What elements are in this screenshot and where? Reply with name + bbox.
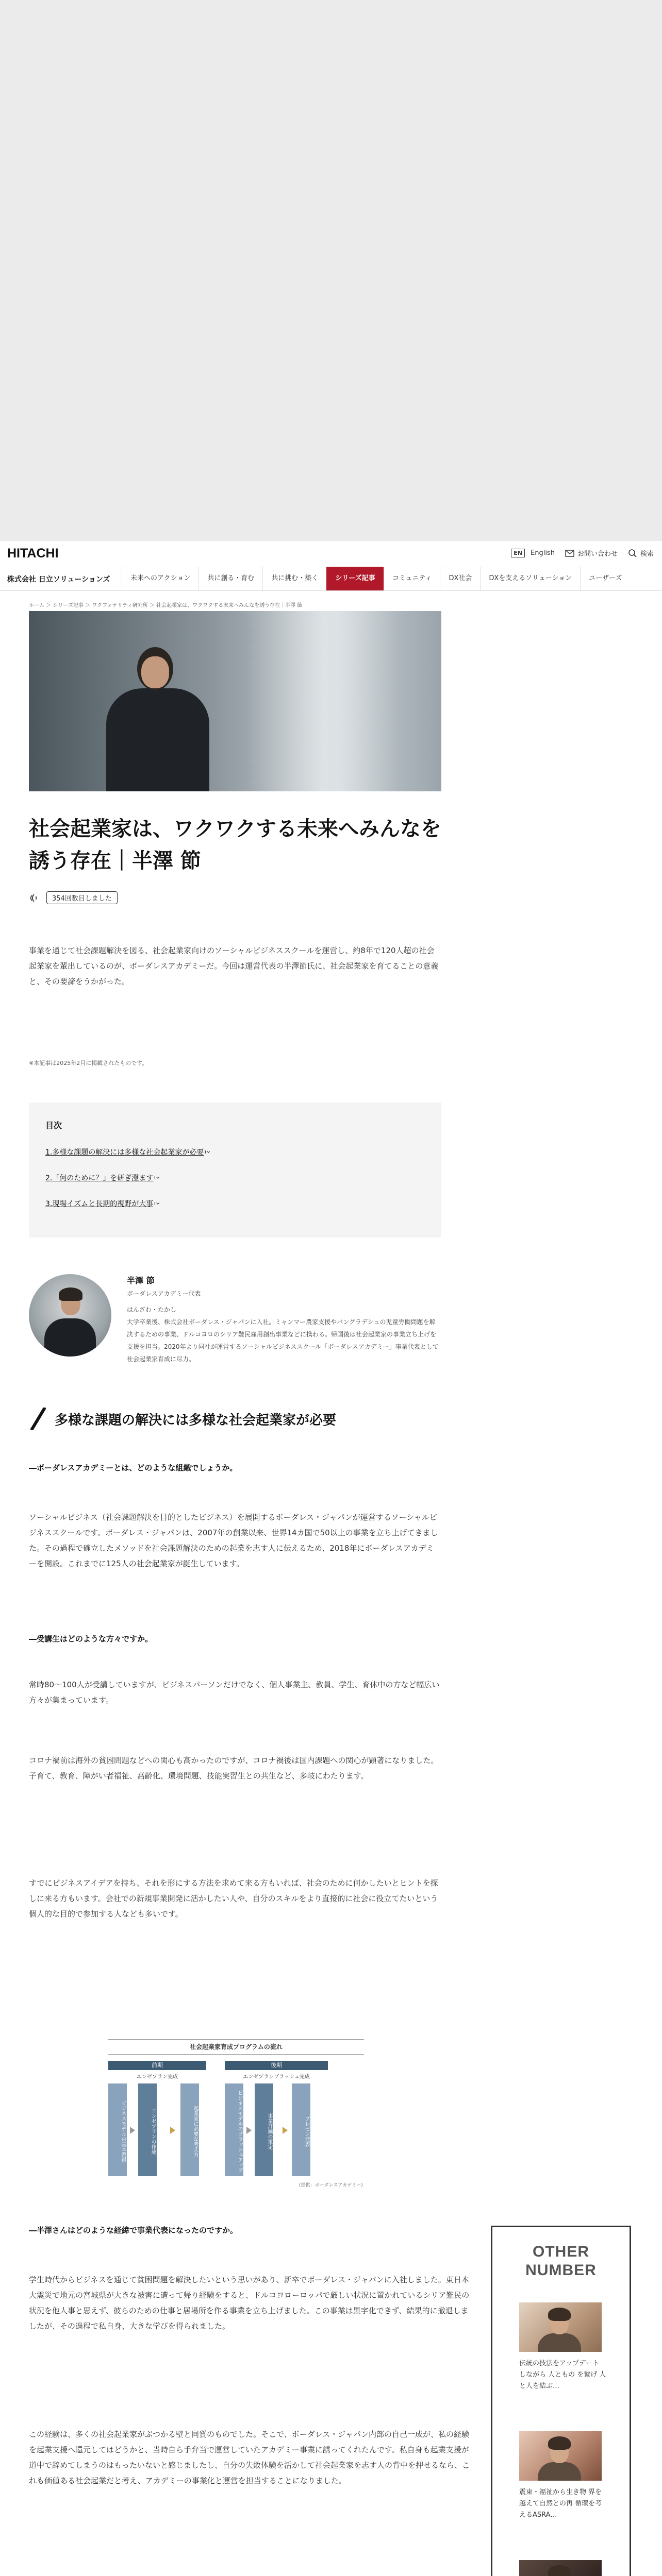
article-card-title: 震東・福祉から生き物 界を越えて自然との再 循環を考えるASRA…	[519, 2488, 602, 2519]
series-badge[interactable]: 354回数目しました	[46, 891, 118, 904]
nav-item-dx-society[interactable]: DX社会	[440, 567, 480, 590]
article-meta	[29, 891, 118, 904]
chevron-down-icon: ›	[154, 1202, 162, 1205]
nav-item-future-action[interactable]: 未来へのアクション	[122, 567, 198, 590]
nav-item-users[interactable]: ユーザーズ	[580, 567, 630, 590]
step-box: ビジネスモデルのブラッシュアップ	[225, 2083, 243, 2176]
sidebar-article-card[interactable]	[519, 2431, 608, 2560]
phase-sub-label: エンゼプラン完成	[137, 2074, 178, 2080]
main-nav	[122, 567, 630, 590]
nav-item-challenge[interactable]: 共に挑む・築く	[262, 567, 326, 590]
search-button[interactable]	[628, 548, 654, 558]
step-box: プレゼン発表	[292, 2083, 310, 2176]
sidebar-article-card[interactable]	[519, 2302, 608, 2431]
audio-icon[interactable]	[29, 892, 41, 904]
page	[0, 541, 662, 2576]
header-utility	[511, 548, 654, 558]
step-box: 起業家に必要な考え方	[180, 2083, 199, 2176]
interview-answer: 常時80～100人が受講していますが、ビジネスパーソンだけでなく、個人事業主、教員、学生、育休中の方など幅広い方々が集まっています。	[29, 1680, 440, 1705]
nav-item-community[interactable]: コミュニティ	[384, 567, 440, 590]
article-title: 社会起業家は、ワクワクする未来へみんなを誘う存在｜半澤 節	[29, 817, 441, 873]
english-label: English	[531, 549, 555, 557]
mail-icon	[565, 550, 574, 557]
interview-question: ―受講生はどのような方々ですか。	[29, 1634, 153, 1643]
profile-kana: はんざわ・たかし	[127, 1306, 177, 1313]
profile-name: 半澤 節	[127, 1276, 155, 1285]
company-name[interactable]: 株式会社 日立ソリューションズ	[7, 575, 110, 584]
sidebar-list	[519, 2302, 608, 2576]
global-header	[0, 541, 662, 567]
diagram-title: 社会起業家育成プログラムの流れ	[108, 2039, 364, 2055]
toc-heading: 目次	[45, 1121, 62, 1130]
chevron-down-icon: ›	[154, 1176, 162, 1179]
search-label: 検索	[640, 550, 654, 558]
step-box: ビジネスモデルの基本習得	[108, 2083, 127, 2176]
article-thumbnail	[519, 2431, 602, 2481]
en-badge: EN	[511, 549, 525, 557]
toc-link-3[interactable]	[45, 1198, 210, 1209]
interview-answer: すでにビジネスアイデアを持ち、それを形にする方法を求めて来る方もいれば、社会のために何かしたいとヒントを探しに来る方もいます。会社での新規事業開発に活かしたい人や、自分のスキルをより直接的に社会に役立てたいという個人的な目的で参加する人なども多いです。	[29, 1878, 438, 1919]
phase-label: 前期	[108, 2061, 206, 2070]
sidebar-title: OTHER NUMBER	[525, 2243, 597, 2279]
other-number-sidebar	[491, 2226, 631, 2576]
interview-answer: 学生時代からビジネスを通じて貧困問題を解決したいという思いがあり、新卒でボーダレス・ジャパンに入社しました。東日本大震災で地元の宮城県が大きな被害に遭って帰り経験をすると、ドルコヨローロッパで厳しい状況に置かれているシリア難民の状況を他人事と思えず、彼らのための仕事と居場所を作る事業を立ち上げました。この事業は黒字化できず、結果的に撤退しましたが、その過程で私自身、大きな学びを得られました。	[29, 2275, 470, 2331]
profile-box	[127, 1274, 441, 1365]
publish-note: ※本記事は2025年2月に掲載されたものです。	[29, 1060, 148, 1066]
profile-role: ボーダレスアカデミー代表	[127, 1290, 201, 1297]
nav-item-series[interactable]: シリーズ記事	[326, 567, 383, 590]
step-box: エンゼプランの作成	[138, 2083, 157, 2176]
search-icon	[628, 549, 637, 558]
article-lead: 事業を通じて社会課題解決を図る、社会起業家向けのソーシャルビジネススクールを運営し、約8年で120人超の社会起業家を輩出しているのが、ボーダレスアカデミーだ。今回は運営代表の半澤節氏に、社会起業家を育てることの意義と、その要諦をうかがった。	[29, 946, 439, 986]
table-of-contents	[29, 1103, 441, 1238]
program-flow-diagram	[108, 2039, 364, 2194]
interview-question: ―ボーダレスアカデミーとは、どのような組織でしょうか。	[29, 1463, 238, 1472]
slash-mark-icon	[29, 1408, 47, 1430]
interview-answer: この経験は、多くの社会起業家がぶつかる壁と同質のものでした。そこで、ボーダレス・ジャパン内部の自己一成が、私の経験を起業支援へ還元してはどうかと、当時自ら手弁当で運営していたアカデミー事業に誘ってくれたんです。私自身も起業支援が道中で辞めてしまうのはもったいないと感じましたし、自分の失敗体験を活かして社会起業家を志す人の背中を押せるなら、これも価値ある社会起業だと考え、アカデミーの事業化と運営を担当することになりました。	[29, 2430, 470, 2485]
contact-link[interactable]	[565, 548, 618, 558]
section-heading-label: 多様な課題の解決には多様な社会起業家が必要	[55, 1412, 337, 1428]
nav-item-co-create[interactable]: 共に創る・育む	[198, 567, 262, 590]
hero-photo	[29, 611, 441, 791]
interview-answer: コロナ禍前は海外の貧困問題などへの関心も高かったのですが、コロナ禍後は国内課題への関心が顕著になりました。子育て、教育、障がい者福祉、高齢化、環境問題、技能実習生との共生など、多岐にわたります。	[29, 1756, 439, 1781]
sidebar-article-card[interactable]	[519, 2560, 608, 2576]
site-nav-bar	[0, 567, 662, 591]
profile-photo	[29, 1274, 111, 1357]
toc-list	[45, 1147, 213, 1224]
phase-sub-label: エンゼプランブラッシュ完成	[243, 2074, 310, 2080]
article-card-title: 伝統の技法をアップデート しながら 人ともの を繋げ 人と人を結ぶ…	[519, 2360, 606, 2390]
interview-answer: ソーシャルビジネス（社会課題解決を目的としたビジネス）を展開するボーダレス・ジャパンが運営するソーシャルビジネススクールです。ボーダレス・ジャパンは、2007年の創業以来、世界14カ国で50以上の事業を立ち上げてきました。その過程で確立したメソッドを社会課題解決のための起業を志す人に伝えるため、2018年にボーダレスアカデミーを開設。これまでに125人の社会起業家が誕生しています。	[29, 1513, 438, 1568]
toc-link-label: 1.多様な課題の解決には多様な社会起業家が必要	[45, 1148, 204, 1157]
step-box: 事業計画の策定	[255, 2083, 273, 2176]
profile-bio: 大学卒業後、株式会社ボーダレス・ジャパンに入社。ミャンマー農家支援やバングラデシュの児童労働問題を解決するための事業、ドルコヨロのシリア難民雇用創出事業などに携わる。帰国後は社会起業家の事業立ち上げを支援を担当。2020年より同社が運営するソーシャルビジネススクール「ボーダレスアカデミー」事業代表として社会起業家育成に尽力。	[127, 1318, 439, 1363]
hitachi-logo[interactable]: HITACHI	[7, 546, 59, 561]
nav-item-dx-solutions[interactable]: DXを支えるソリューション	[480, 567, 580, 590]
toc-link-label: 2.「何のために？」を研ぎ澄ます	[45, 1174, 154, 1182]
toc-link-label: 3.現場イズムと長期的視野が大事	[45, 1200, 154, 1208]
english-link[interactable]	[511, 549, 555, 557]
phase-label: 後期	[225, 2061, 328, 2070]
interview-question: ―半澤さんはどのような経緯で事業代表になったのですか。	[29, 2226, 238, 2235]
toc-link-2[interactable]	[45, 1173, 210, 1183]
article-thumbnail	[519, 2302, 602, 2352]
contact-label: お問い合わせ	[577, 550, 618, 558]
chevron-down-icon: ›	[204, 1150, 213, 1154]
article-thumbnail	[519, 2560, 602, 2576]
section-heading	[29, 1408, 441, 1430]
breadcrumb[interactable]: ホーム ＞ シリーズ記事 ＞ ワクフォナリティ研究所 ＞ 社会起業家は、ワクワクする未来へみんなを誘う存在｜半澤 節	[29, 603, 303, 608]
diagram-caption: (提供：ボーダレスアカデミー)	[299, 2183, 363, 2188]
toc-link-1[interactable]	[45, 1147, 213, 1157]
